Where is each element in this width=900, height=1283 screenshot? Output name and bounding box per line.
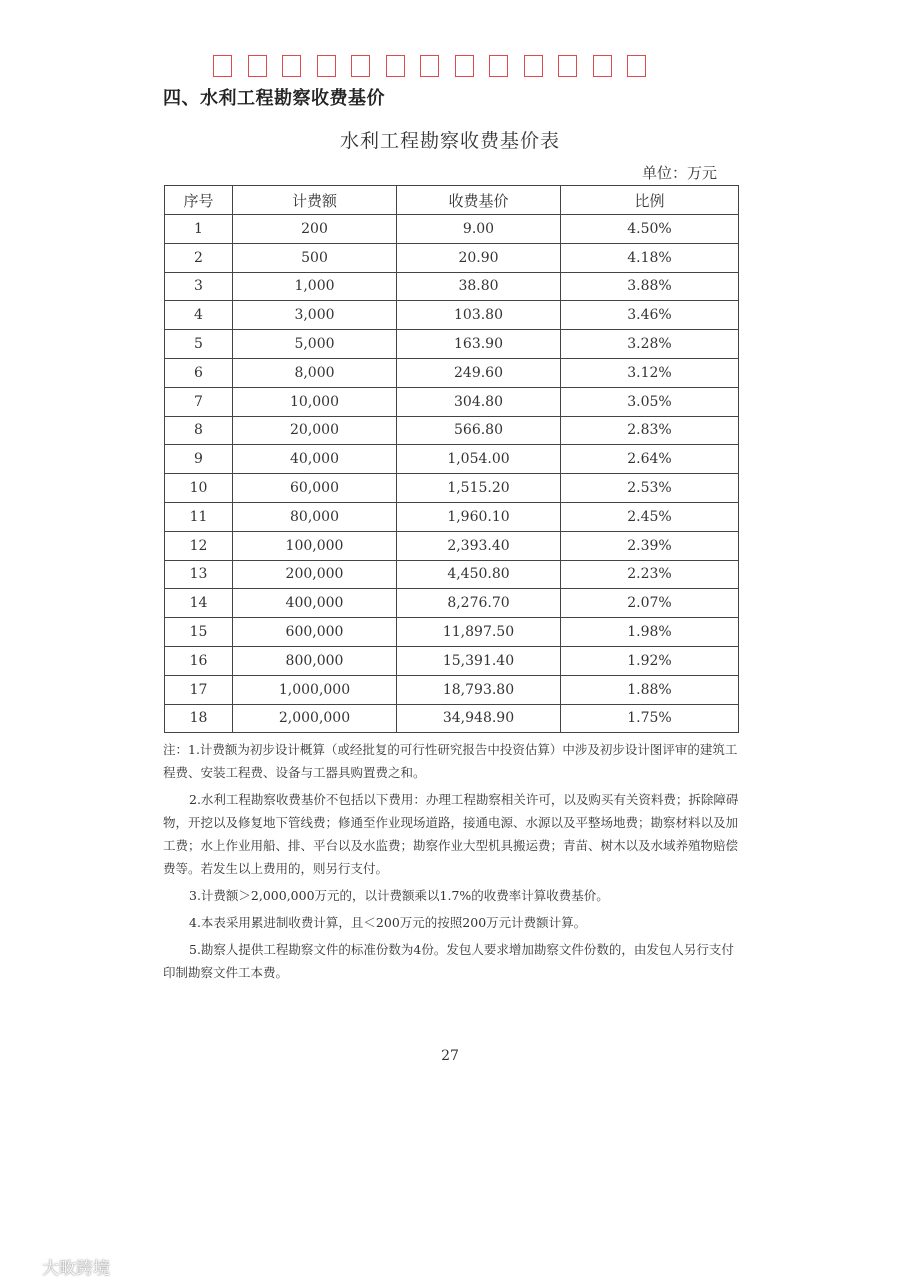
red-box	[213, 55, 232, 77]
section-heading: 四、水利工程勘察收费基价	[163, 88, 385, 109]
table-cell: 15	[165, 618, 233, 647]
red-box	[558, 55, 577, 77]
table-row	[165, 618, 739, 647]
table-cell: 103.80	[397, 301, 561, 330]
table-cell: 4.18%	[561, 243, 739, 272]
table-cell: 18,793.80	[397, 675, 561, 704]
table-cell: 11,897.50	[397, 618, 561, 647]
table-body	[165, 215, 739, 733]
table-cell: 2.53%	[561, 474, 739, 503]
table-cell: 80,000	[233, 502, 397, 531]
table-cell: 7	[165, 387, 233, 416]
table-cell: 1,000	[233, 272, 397, 301]
red-box	[351, 55, 370, 77]
red-box	[317, 55, 336, 77]
table-cell: 200,000	[233, 560, 397, 589]
table-row	[165, 358, 739, 387]
table-cell: 1,000,000	[233, 675, 397, 704]
red-box	[489, 55, 508, 77]
table-cell: 1.88%	[561, 675, 739, 704]
table-cell: 60,000	[233, 474, 397, 503]
table-cell: 17	[165, 675, 233, 704]
table-cell: 2.45%	[561, 502, 739, 531]
table-cell: 38.80	[397, 272, 561, 301]
table-row	[165, 215, 739, 244]
table-cell: 1,054.00	[397, 445, 561, 474]
table-cell: 3.12%	[561, 358, 739, 387]
fee-table	[164, 185, 739, 733]
table-cell: 16	[165, 646, 233, 675]
table-title: 水利工程勘察收费基价表	[339, 130, 560, 152]
table-cell: 2.07%	[561, 589, 739, 618]
table-cell: 20,000	[233, 416, 397, 445]
table-cell: 2.64%	[561, 445, 739, 474]
unit-label: 单位：万元	[641, 164, 717, 182]
table-row	[165, 675, 739, 704]
table-cell: 3.28%	[561, 330, 739, 359]
table-cell: 600,000	[233, 618, 397, 647]
table-row	[165, 502, 739, 531]
table-cell: 6	[165, 358, 233, 387]
red-box	[593, 55, 612, 77]
table-row	[165, 387, 739, 416]
table-row	[165, 589, 739, 618]
table-cell: 40,000	[233, 445, 397, 474]
table-cell: 13	[165, 560, 233, 589]
table-row	[165, 330, 739, 359]
table-cell: 8	[165, 416, 233, 445]
table-cell: 3,000	[233, 301, 397, 330]
table-cell: 1,515.20	[397, 474, 561, 503]
note-item: 2.水利工程勘察收费基价不包括以下费用：办理工程勘察相关许可，以及购买有关资料费；拆除障碍物，开挖以及修复地下管线费；修通至作业现场道路，接通电源、水源以及平整场地费；勘察材料以及加工费；水上作业用船、排、平台以及水监费；勘察作业大型机具搬运费；青苗、树木以及水域养殖物赔偿费等。若发生以上费用的，则另行支付。	[163, 792, 739, 876]
table-cell: 3.88%	[561, 272, 739, 301]
table-cell: 4.50%	[561, 215, 739, 244]
red-box	[524, 55, 543, 77]
table-cell: 500	[233, 243, 397, 272]
notes-section	[163, 738, 741, 988]
table-cell: 2,000,000	[233, 704, 397, 733]
red-box	[386, 55, 405, 77]
table-row	[165, 704, 739, 733]
table-cell: 2,393.40	[397, 531, 561, 560]
table-cell: 1,960.10	[397, 502, 561, 531]
table-cell: 249.60	[397, 358, 561, 387]
red-box	[455, 55, 474, 77]
table-cell: 800,000	[233, 646, 397, 675]
table-cell: 18	[165, 704, 233, 733]
note-item: 3.计费额＞2,000,000万元的，以计费额乘以1.7%的收费率计算收费基价。	[189, 888, 609, 903]
note-item: 5.勘察人提供工程勘察文件的标准份数为4份。发包人要求增加勘察文件份数的，由发包人另行支付印制勘察文件工本费。	[163, 942, 734, 980]
table-cell: 9	[165, 445, 233, 474]
table-header-row	[165, 186, 739, 215]
table-row	[165, 474, 739, 503]
table-cell: 3.46%	[561, 301, 739, 330]
table-row	[165, 646, 739, 675]
table-cell: 163.90	[397, 330, 561, 359]
table-cell: 10,000	[233, 387, 397, 416]
red-checkbox-row	[213, 55, 646, 77]
table-cell: 20.90	[397, 243, 561, 272]
table-cell: 4,450.80	[397, 560, 561, 589]
table-row	[165, 531, 739, 560]
table-cell: 5,000	[233, 330, 397, 359]
table-cell: 2.23%	[561, 560, 739, 589]
table-cell: 1.75%	[561, 704, 739, 733]
table-cell: 34,948.90	[397, 704, 561, 733]
header-cell: 计费额	[233, 186, 397, 215]
table-row	[165, 445, 739, 474]
table-cell: 2	[165, 243, 233, 272]
table-cell: 1	[165, 215, 233, 244]
table-cell: 304.80	[397, 387, 561, 416]
red-box	[627, 55, 646, 77]
table-cell: 15,391.40	[397, 646, 561, 675]
page-number: 27	[441, 1048, 459, 1064]
table-cell: 2.83%	[561, 416, 739, 445]
table-cell: 3	[165, 272, 233, 301]
header-cell: 比例	[561, 186, 739, 215]
watermark-logo-icon	[8, 1258, 38, 1276]
table-cell: 12	[165, 531, 233, 560]
header-cell: 序号	[165, 186, 233, 215]
watermark-text: 大畋跨境	[42, 1259, 110, 1279]
table-cell: 400,000	[233, 589, 397, 618]
table-row	[165, 301, 739, 330]
note-item: 4.本表采用累进制收费计算，且＜200万元的按照200万元计费额计算。	[189, 915, 587, 930]
table-row	[165, 560, 739, 589]
table-cell: 100,000	[233, 531, 397, 560]
table-cell: 200	[233, 215, 397, 244]
table-row	[165, 416, 739, 445]
table-cell: 3.05%	[561, 387, 739, 416]
table-cell: 11	[165, 502, 233, 531]
table-cell: 8,000	[233, 358, 397, 387]
red-box	[282, 55, 301, 77]
red-box	[420, 55, 439, 77]
watermark	[8, 1254, 110, 1279]
table-cell: 14	[165, 589, 233, 618]
table-cell: 1.98%	[561, 618, 739, 647]
header-cell: 收费基价	[397, 186, 561, 215]
table-cell: 8,276.70	[397, 589, 561, 618]
table-row	[165, 272, 739, 301]
table-cell: 4	[165, 301, 233, 330]
table-row	[165, 243, 739, 272]
table-cell: 566.80	[397, 416, 561, 445]
table-cell: 2.39%	[561, 531, 739, 560]
table-cell: 5	[165, 330, 233, 359]
red-box	[248, 55, 267, 77]
table-cell: 9.00	[397, 215, 561, 244]
table-cell: 10	[165, 474, 233, 503]
note-item: 注：1.计费额为初步设计概算（或经批复的可行性研究报告中投资估算）中涉及初步设计图评审的建筑工程费、安装工程费、设备与工器具购置费之和。	[163, 742, 738, 780]
table-cell: 1.92%	[561, 646, 739, 675]
